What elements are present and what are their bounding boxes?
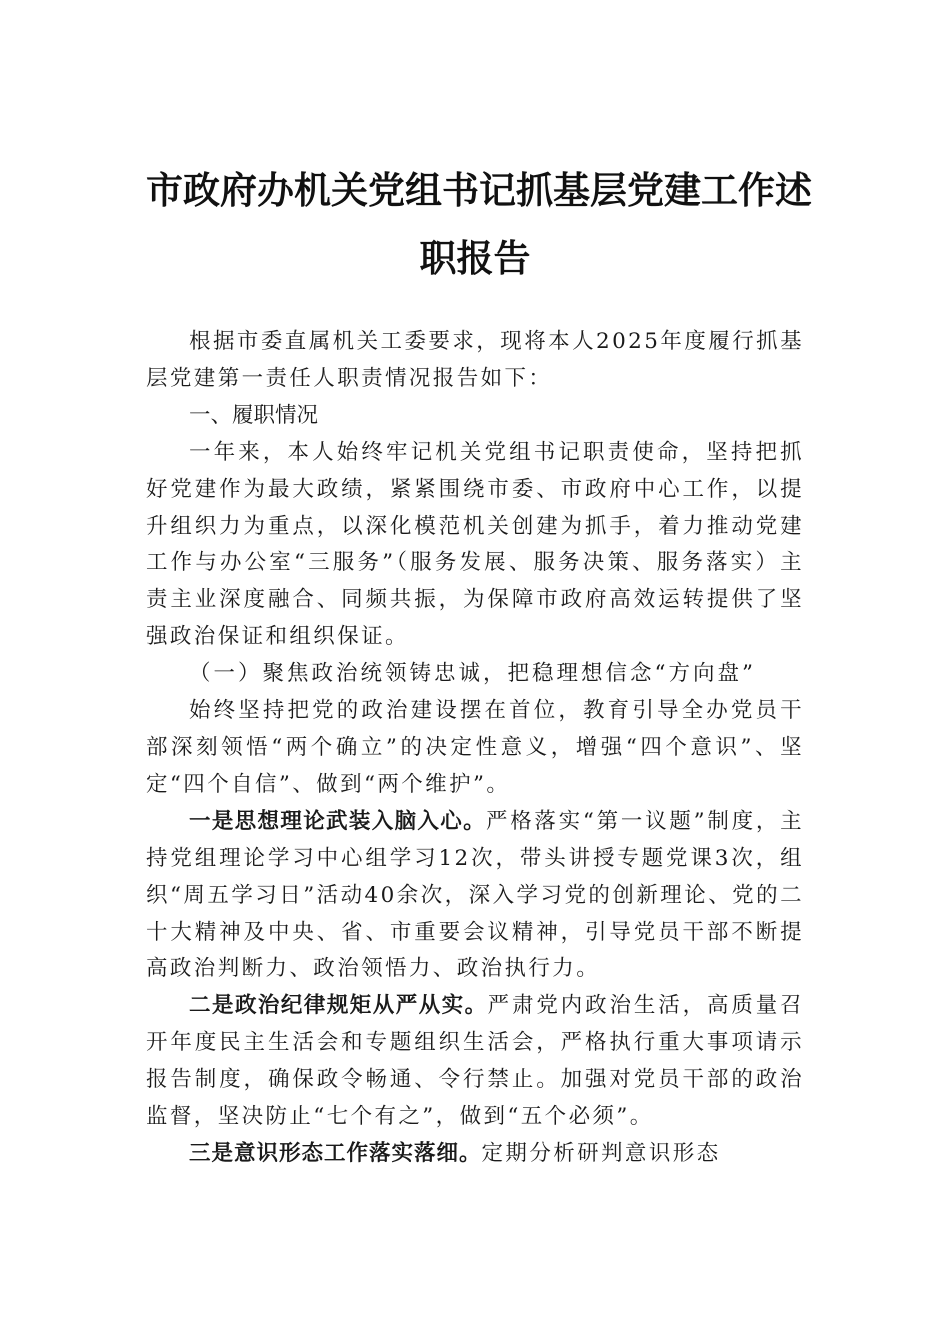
point-paragraph-2 bbox=[146, 988, 804, 1136]
point-lead-2: 二是政治纪律规矩从严从实。 bbox=[189, 993, 488, 1019]
point-lead-1: 一是思想理论武装入脑入心。 bbox=[189, 808, 486, 834]
document-body bbox=[146, 324, 804, 1173]
point-paragraph-3 bbox=[146, 1136, 804, 1173]
document-title-line1: 市政府办机关党组书记抓基层党建工作述 bbox=[146, 168, 812, 212]
point-text-3: 定期分析研判意识形态 bbox=[481, 1140, 721, 1166]
section-heading-1: 一、履职情况 bbox=[189, 402, 319, 428]
subsection1-overview-paragraph: 始终坚持把党的政治建设摆在首位，教育引导全办党员干部深刻领悟“两个确立”的决定性意义，增强“四个意识”、坚定“四个自信”、做到“两个维护”。 bbox=[146, 698, 804, 797]
point-lead-3: 三是意识形态工作落实落细。 bbox=[189, 1140, 482, 1166]
point-text-1: 严格落实“第一议题”制度，主持党组理论学习中心组学习12次，带头讲授专题党课3次，组织“周五学习日”活动40余次，深入学习党的创新理论、党的二十大精神及中央、省、市重要会议精神，引导党员干部不断提高政治判断力、政治领悟力、政治执行力。 bbox=[146, 808, 804, 982]
point-text-2: 严肃党内政治生活，高质量召开年度民主生活会和专题组织生活会，严格执行重大事项请示报告制度，确保政令畅通、令行禁止。加强对党员干部的政治监督，坚决防止“七个有之”，做到“五个必须”。 bbox=[146, 993, 804, 1130]
point-paragraph-1 bbox=[146, 804, 804, 989]
subsection-heading-1: （一）聚焦政治统领铸忠诚，把稳理想信念“方向盘” bbox=[189, 661, 756, 687]
intro-paragraph: 根据市委直属机关工委要求，现将本人2025年度履行抓基层党建第一责任人职责情况报告如下： bbox=[146, 329, 804, 391]
document-title-line2: 职报告 bbox=[419, 236, 531, 280]
section1-overview-paragraph: 一年来，本人始终牢记机关党组书记职责使命，坚持把抓好党建作为最大政绩，紧紧围绕市委、市政府中心工作，以提升组织力为重点，以深化模范机关创建为抓手，着力推动党建工作与办公室“三服务”（服务发展、服务决策、服务落实）主责主业深度融合、同频共振，为保障市政府高效运转提供了坚强政治保证和组织保证。 bbox=[146, 439, 804, 650]
